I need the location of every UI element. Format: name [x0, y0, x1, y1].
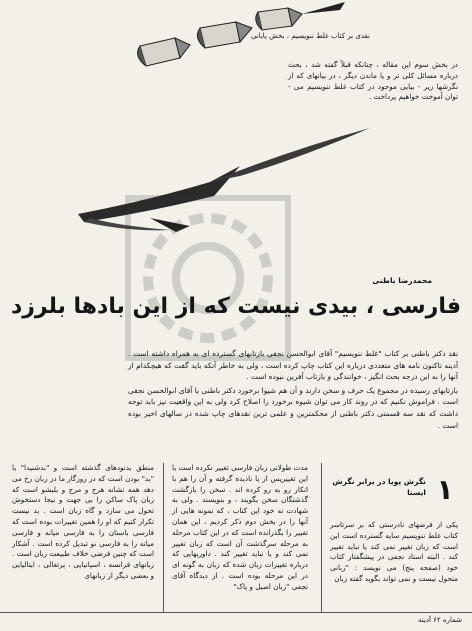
column-1-text: یکی از فرضهای نادرستی که بر سرتاسر کتاب غلط ننویسیم سایه گسترده است این است که زبان تغییر نمی کند یا نباید تغییر کند . البته استاد نجفی در پیشگفتار کتاب خود (صفحه پنج) می نویسد : "زبانی متحول نیست و نمی تواند بگوید گفته زبان [330, 520, 458, 583]
column-3-text: منطق بدنودهای گذشته است و "بدشنیدا" یا "بد" بودن است که در روزگار ما در زبان رخ می دهد همه نشانه هرج و مرج و بلبشو است که زبان پاک ساکن را بی جهت و بیجا دستخوش تحول می سازد و گاه زبان است . بد نیست تکرار کنیم که او را همین تغییرات بوده است که فارسی باستان را به فارسی میانه و فارسی میانه را به فارسی نو تبدیل کرده است . آشکار است که چنین فرضی خلاف طبیعت زبان است . زبانهای فرانسه ، اسپانیایی ، پرتغالی ، ایتالیایی و بعضی دیگر از زبانهای [12, 463, 154, 580]
intro-paragraph: در بخش سوم این مقاله ، چنانکه قبلاً گفته شد ، بحث درباره مسائل کلی تر و یا ماندن دیگر ، در بیانهای که از نگرشها زیر - بیایی موجود در کتاب غلط ننویسیم می - توان آموخت خواهیم پرداخت . [288, 60, 458, 102]
section-heading: نگرش پویا در برابر نگرش ایستا [332, 477, 426, 497]
author-name: محمدرضا باطنی [372, 276, 432, 285]
column-divider [321, 463, 322, 613]
column-divider [163, 463, 164, 613]
series-kicker: نقدی بر کتاب غلط ننویسیم ، بخش پایانی [250, 32, 370, 40]
watermark-ornament [118, 188, 298, 368]
page-footer [0, 612, 472, 631]
issue-label: شماره ۶۲ آدینه [418, 616, 462, 624]
column-2-text: مدت طولانی زبان فارسی تغییر نکرده است یا این تغییرپس از یا نادیده گرفته و آن را هم با انکار رو به رو کرده اند . سخن را بازگشت گذشتگان سخن بگویند ، و بنویسند . ولی به شهادت نه خود این کتاب ، که نمونه هایی از آنها را در بخش دوم ذکر کردیم ، این همان تغییر را بگذرانده است که در این کتاب مرحله به مرحله سرگذشت آن است که زبان تغییر نمی کند و یا نباید تغییر کند . داوریهایی که درباره تغییرات زبان شده که زبان به گونه ای در این مرحله بوده است . از دیدگاه آقای نجفی "زبان اصیل و پاک" [172, 463, 308, 591]
lead-paragraph-1: نقد دکتر باطنی بر کتاب "غلط ننویسیم" آقای ابوالحسن نجفی بازتابهای گسترده ای به همراه داشته است . آدینه تاکنون نامه های متعددی درباره این کتاب چاپ کرده است ، ولی به خاطر آنکه باید گفت که هیچکدام از آنها را به این درجه بحث انگیز ، خوانندگی و بازتاب آفرین نبوده است . [128, 349, 458, 382]
section-numeral: ۱ [436, 473, 454, 506]
pencil-segment-1 [138, 38, 190, 66]
lead-paragraph-2: بازتابهای رسیده در مجموع یک حرف و سخن دارند و آن هم شیوا برخورد دکتر باطنی با آقای ابوالحسن نجفی است . فراموش نکنیم که در روند کار می توان شیوه برخورد را اصلاح کرد ولی به این واقعیت نیز باید توجه داشت که نقد سه قسمتی دکتر باطنی از محکمترین و علمی ترین نقدهای چاپ شده در سالهای اخیر بوده است . [128, 385, 458, 430]
pencil-segment-3 [256, 2, 345, 30]
article-title: فارسی ، بیدی نیست که از این بادها بلرزد [10, 294, 462, 319]
lead-box [128, 348, 458, 433]
